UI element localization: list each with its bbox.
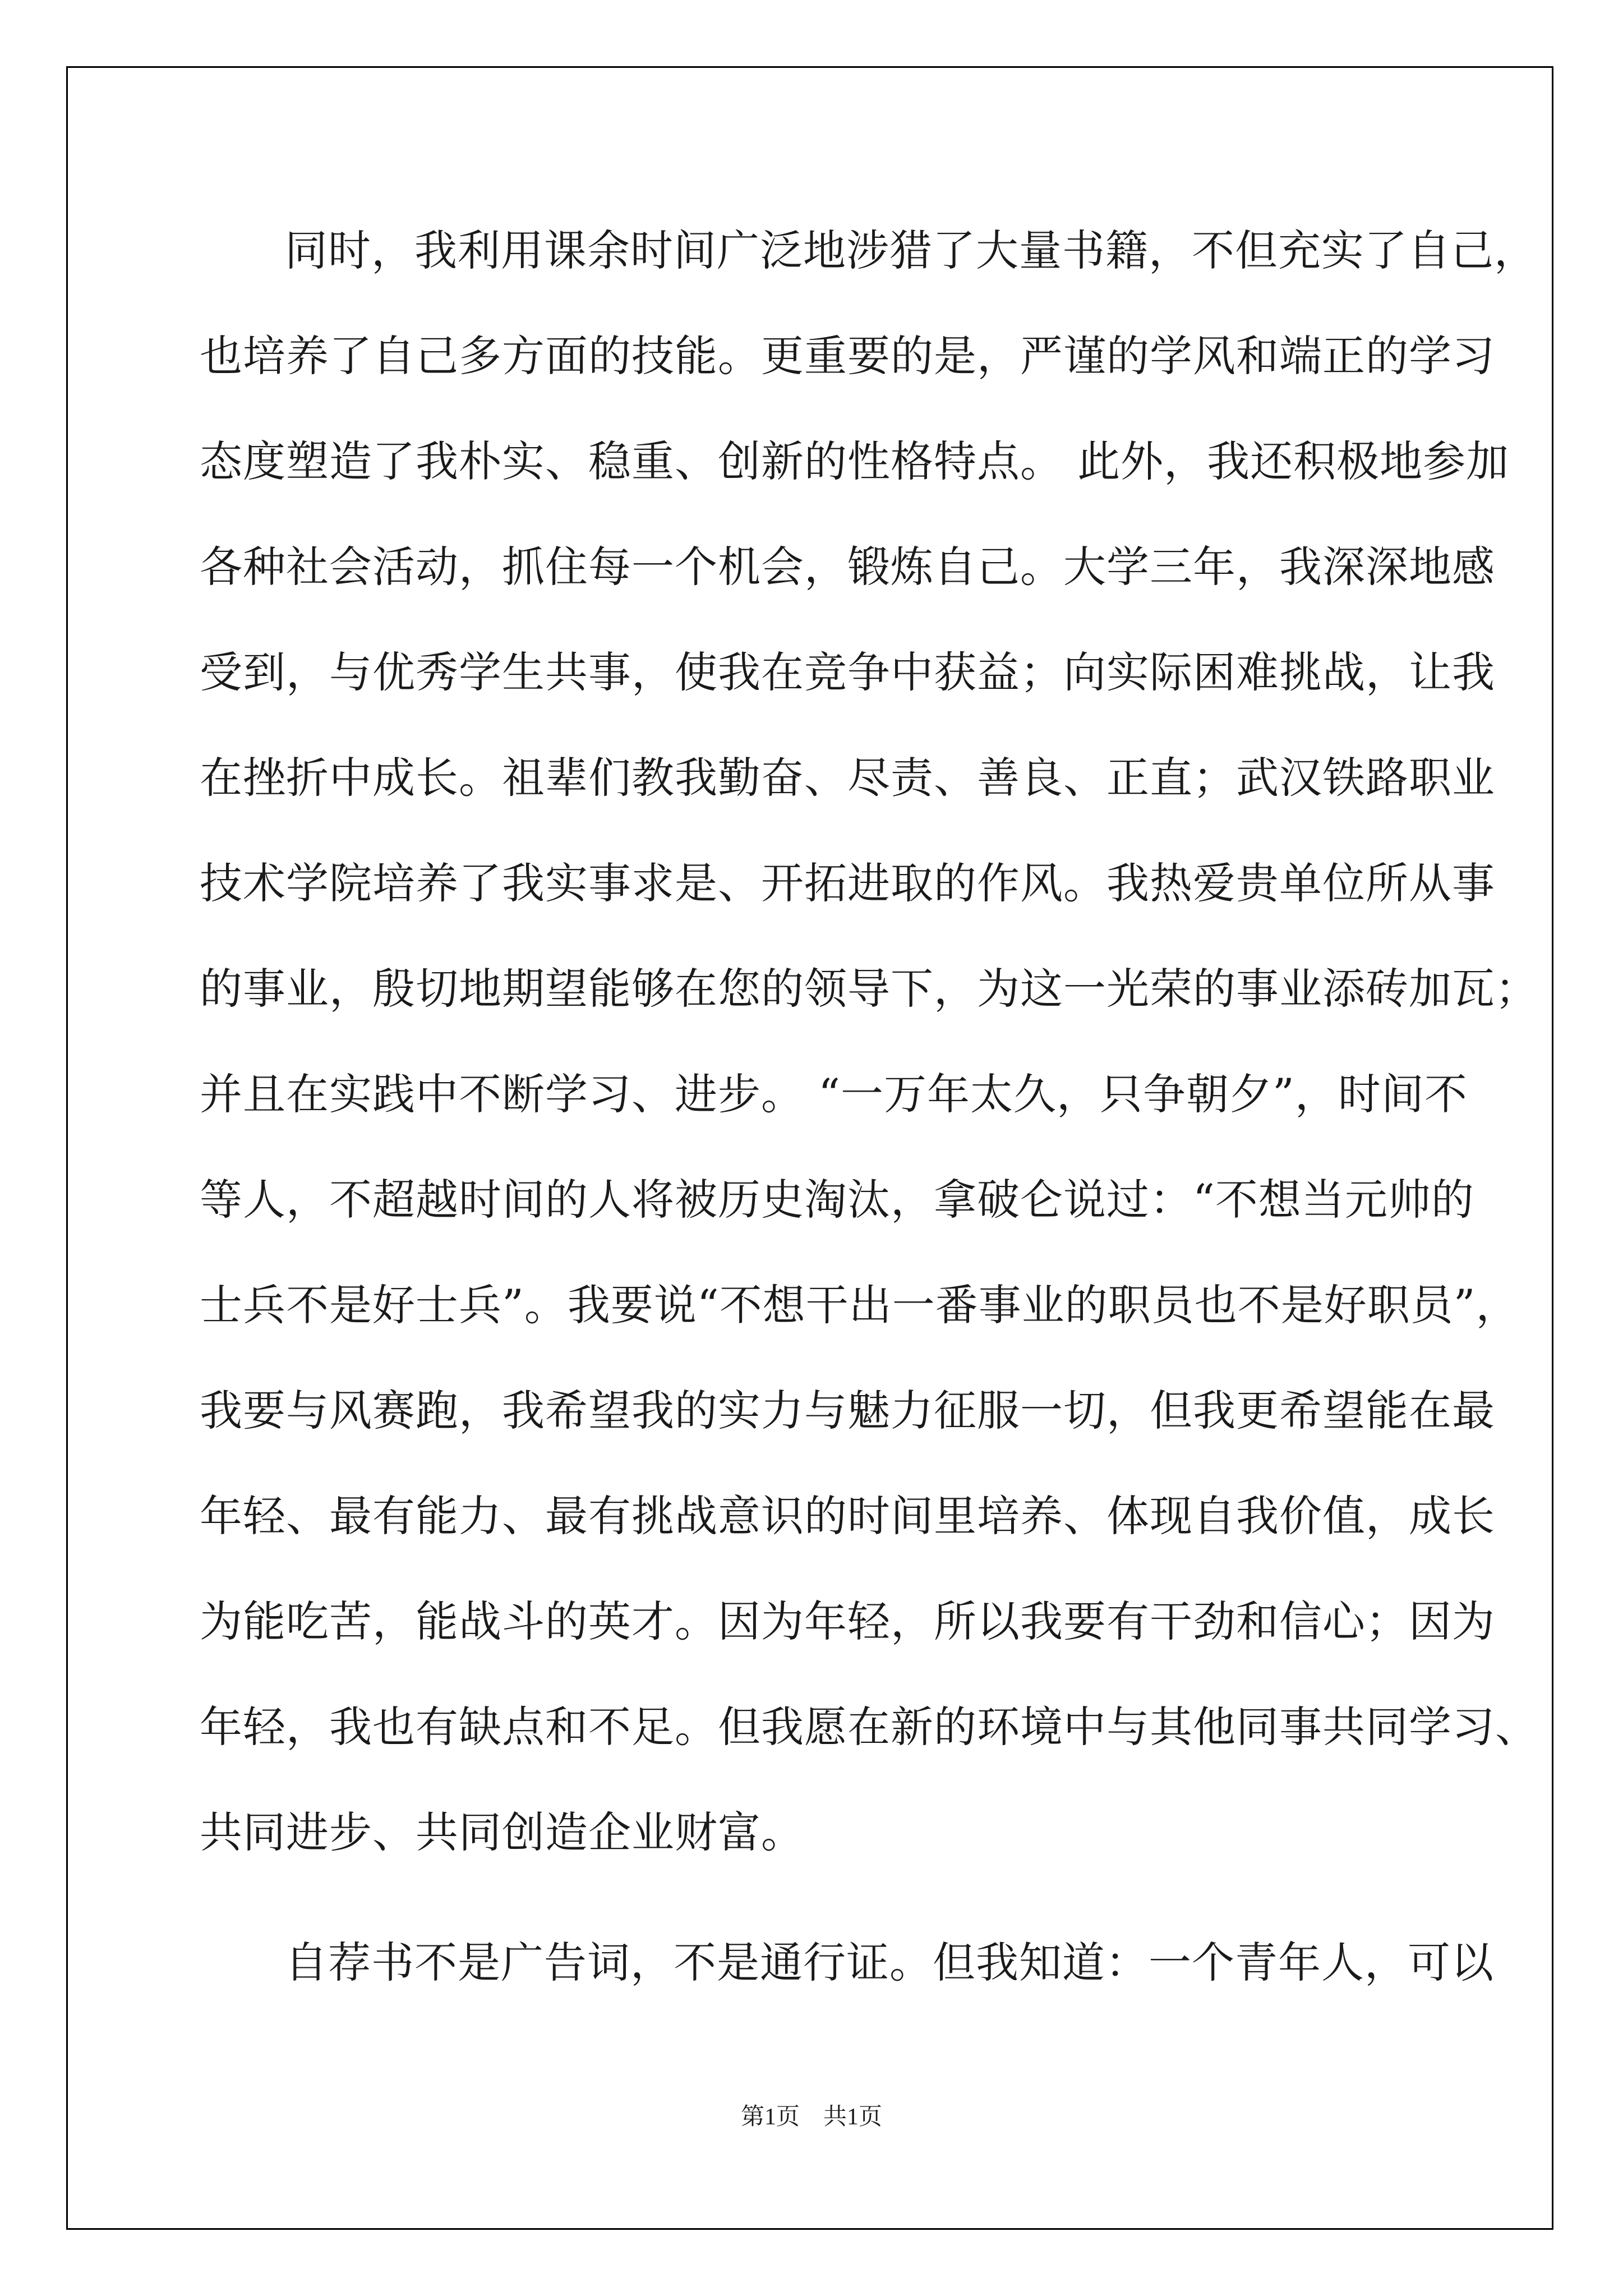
text-line: 自荐书不是广告词，不是通行证。但我知道：一个青年人，可以 [285,1938,1494,1987]
page-number: 第1页 共1页 [740,2104,882,2130]
paragraph-1 [200,219,1538,1906]
text-line: 为能吃苦，能战斗的英才。因为年轻，所以我要有干劲和信心；因为 [200,1596,1495,1646]
document-body [200,219,1538,2036]
text-line: 年轻，我也有缺点和不足。但我愿在新的环境中与其他同事共同学习、 [200,1702,1538,1752]
paragraph-2 [200,1931,1494,2036]
text-line: 在挫折中成长。祖辈们教我勤奋、尽责、善良、正直；武汉铁路职业 [200,753,1495,803]
text-line: 等人，不超越时间的人将被历史淘汰，拿破仑说过：“不想当元帅的 [200,1175,1474,1225]
text-line: 同时，我利用课余时间广泛地涉猎了大量书籍，不但充实了自己， [285,226,1537,275]
text-line: 我要与风赛跑，我希望我的实力与魅力征服一切，但我更希望能在最 [200,1386,1495,1435]
paragraph-gap [200,1906,1428,1931]
text-line: 各种社会活动，抓住每一个机会，锻炼自己。大学三年，我深深地感 [200,542,1495,592]
text-line: 共同进步、共同创造企业财富。 [200,1807,804,1857]
text-line: 态度塑造了我朴实、稳重、创新的性格特点。 此外，我还积极地参加 [200,436,1510,486]
text-line: 的事业，殷切地期望能够在您的领导下，为这一光荣的事业添砖加瓦； [200,964,1538,1014]
text-line: 技术学院培养了我实事求是、开拓进取的作风。我热爱贵单位所从事 [200,858,1495,908]
text-line: 受到，与优秀学生共事，使我在竞争中获益；向实际困难挑战，让我 [200,647,1495,697]
text-line: 也培养了自己多方面的技能。更重要的是，严谨的学风和端正的学习 [200,331,1495,381]
text-line: 并且在实践中不断学习、进步。 “一万年太久，只争朝夕”，时间不 [200,1069,1468,1119]
text-line: 士兵不是好士兵”。我要说“不想干出一番事业的职员也不是好职员”， [200,1280,1519,1330]
text-line: 年轻、最有能力、最有挑战意识的时间里培养、体现自我价值，成长 [200,1491,1495,1541]
